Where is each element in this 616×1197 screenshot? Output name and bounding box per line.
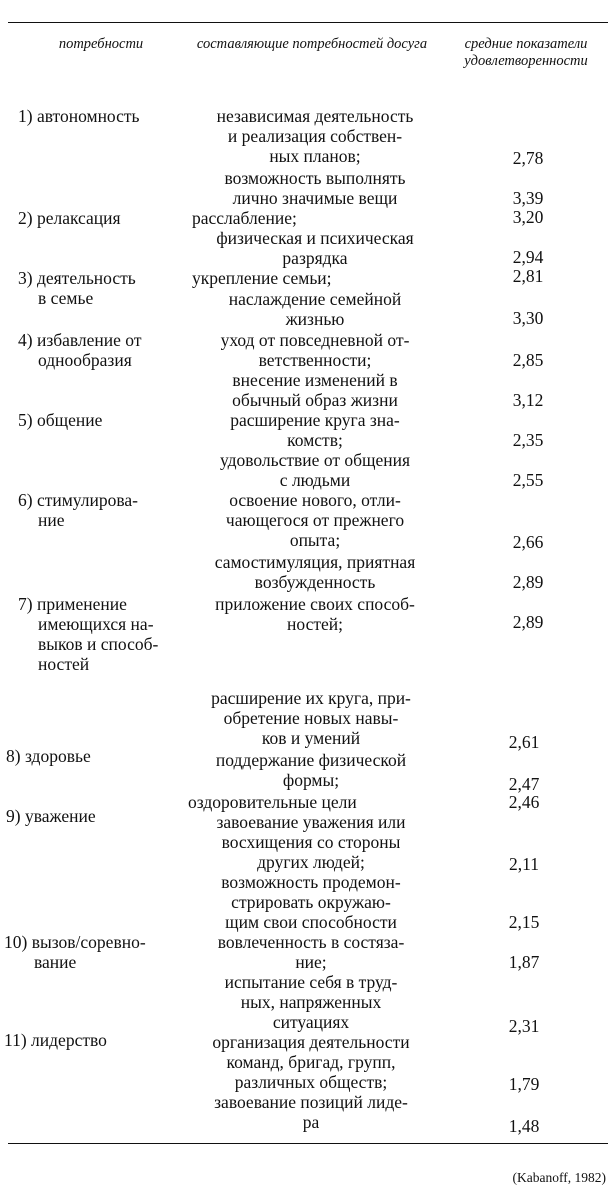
score-value: 2,55 — [512, 470, 544, 490]
score-value: 2,89 — [512, 572, 544, 592]
need-item: 8) здоровье — [6, 746, 91, 766]
component-item: внесение изменений в обычный образ жизни — [232, 370, 398, 410]
score-value: 3,39 — [512, 188, 544, 208]
component-item: возможность продемон- стрировать окружаю- щим свои способности — [221, 872, 401, 932]
need-item: 4) избавление от однообразия — [18, 330, 142, 370]
component-item: поддержание физической формы; — [215, 750, 407, 790]
score-value: 3,12 — [512, 390, 544, 410]
header-components: составляющие потребностей досуга — [196, 36, 428, 52]
component-item: физическая и психическая разрядка — [216, 228, 414, 268]
score-value: 2,94 — [512, 247, 544, 267]
component-item: возможность выполнять лично значимые вещи — [224, 168, 406, 208]
component-item: вовлеченность в состяза- ние; — [217, 932, 405, 972]
score-value: 2,85 — [512, 350, 544, 370]
component-item: удовольствие от общения с людьми — [219, 450, 411, 490]
header-scores: средние показатели удовлетворенности — [464, 36, 588, 69]
score-value: 2,46 — [508, 792, 540, 812]
component-item: независимая деятельность и реализация собствен- ных планов; — [216, 106, 414, 166]
source-citation: (Kabanoff, 1982) — [512, 1170, 606, 1185]
component-item: расширение круга зна- комств; — [230, 410, 400, 450]
header-needs: потребности — [58, 36, 144, 52]
need-item: 5) общение — [18, 410, 103, 430]
score-value: 1,79 — [508, 1074, 540, 1094]
component-item: самостимуляция, приятная возбужденность — [214, 552, 416, 592]
component-item: уход от повседневной от- ветственности; — [220, 330, 410, 370]
component-item: оздоровительные цели — [188, 792, 357, 812]
score-value: 3,30 — [512, 308, 544, 328]
score-value: 1,87 — [508, 952, 540, 972]
score-value: 2,35 — [512, 430, 544, 450]
score-value: 2,81 — [512, 266, 544, 286]
need-item: 10) вызов/соревно- вание — [4, 932, 146, 972]
score-value: 2,15 — [508, 912, 540, 932]
score-value: 2,66 — [512, 532, 544, 552]
component-item: расширение их круга, при- обретение новых навы- ков и умений — [211, 688, 411, 748]
component-item: организация деятельности команд, бригад, групп, различных обществ; — [212, 1032, 410, 1092]
component-item: освоение нового, отли- чающегося от прежнего опыта; — [225, 490, 405, 550]
score-value: 2,31 — [508, 1016, 540, 1036]
component-item: расслабление; — [192, 208, 297, 228]
need-item: 11) лидерство — [4, 1030, 107, 1050]
need-item: 2) релаксация — [18, 208, 121, 228]
component-item: завоевание позиций лиде- ра — [214, 1092, 408, 1132]
need-item: 3) деятельность в семье — [18, 268, 136, 308]
component-item: завоевание уважения или восхищения со стороны других людей; — [216, 812, 406, 872]
score-value: 3,20 — [512, 207, 544, 227]
score-value: 2,61 — [508, 732, 540, 752]
bottom-rule — [8, 1143, 608, 1144]
score-value: 2,78 — [512, 148, 544, 168]
need-item: 1) автономность — [18, 106, 140, 126]
score-value: 2,89 — [512, 612, 544, 632]
score-value: 1,48 — [508, 1116, 540, 1136]
need-item: 7) применение имеющихся на- выков и способ- ностей — [18, 594, 159, 674]
need-item: 6) стимулирова- ние — [18, 490, 139, 530]
component-item: укрепление семьи; — [192, 268, 332, 288]
score-value: 2,11 — [509, 854, 539, 874]
component-item: приложение своих способ- ностей; — [215, 594, 415, 634]
score-value: 2,47 — [508, 774, 540, 794]
top-rule — [8, 22, 608, 23]
component-item: испытание себя в труд- ных, напряженных ситуациях — [224, 972, 398, 1032]
component-item: наслаждение семейной жизнью — [228, 289, 402, 329]
need-item: 9) уважение — [6, 806, 96, 826]
